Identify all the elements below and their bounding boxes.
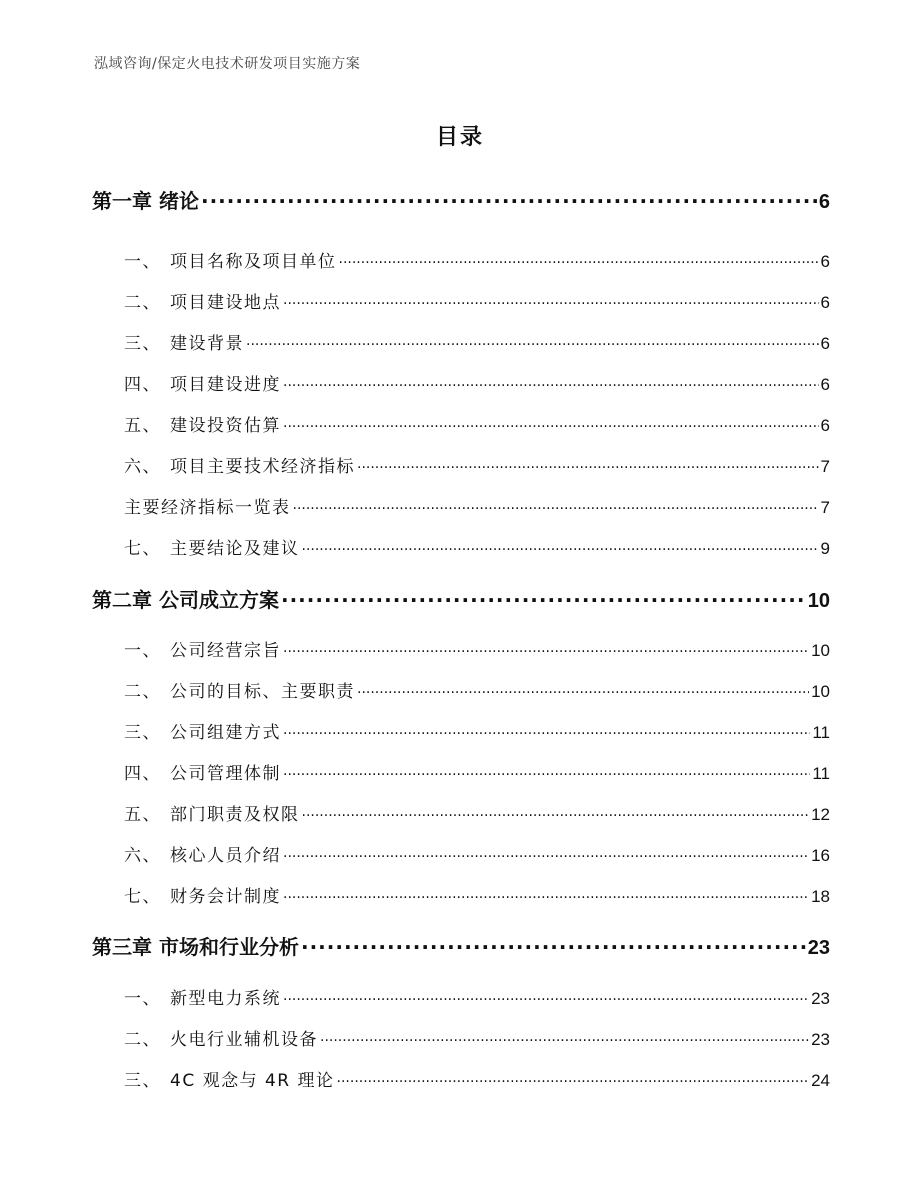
toc-page-number: 11 — [812, 764, 830, 784]
toc-entry-label: 核心人员介绍 — [170, 846, 281, 867]
toc-leader-dots — [320, 1025, 809, 1045]
toc-entry-label: 项目主要技术经济指标 — [170, 457, 355, 478]
toc-chapter-3[interactable] — [92, 930, 830, 960]
toc-entry[interactable] — [124, 882, 830, 907]
toc-page-number: 6 — [820, 252, 830, 272]
toc-entry-label: 建设投资估算 — [170, 416, 281, 437]
toc-entry[interactable] — [124, 636, 830, 661]
toc-leader-dots — [283, 759, 810, 779]
toc-leader-dots — [201, 184, 817, 208]
toc-chapter-label: 第三章 市场和行业分析 — [92, 935, 299, 959]
toc-page-number: 6 — [820, 416, 830, 436]
toc-entry-label: 公司的目标、主要职责 — [170, 682, 355, 703]
toc-entry-number: 四、 — [124, 375, 161, 396]
toc-leader-dots — [283, 370, 819, 390]
toc-entry-number: 一、 — [124, 252, 161, 273]
toc-entry-number: 六、 — [124, 846, 161, 867]
toc-chapter-label: 第一章 绪论 — [92, 189, 199, 213]
toc-page-number: 24 — [811, 1071, 830, 1091]
toc-leader-dots — [302, 800, 810, 820]
toc-entry-label: 项目建设进度 — [170, 375, 281, 396]
toc-leader-dots — [283, 882, 809, 902]
toc-entry-label: 公司管理体制 — [170, 764, 281, 785]
toc-leader-dots — [283, 288, 819, 308]
toc-entry[interactable] — [124, 1025, 830, 1050]
toc-page-number: 7 — [820, 457, 830, 477]
toc-entry-number: 三、 — [124, 723, 161, 744]
toc-entry[interactable] — [124, 288, 830, 313]
toc-entry[interactable] — [124, 1066, 830, 1091]
toc-entry-label: 项目名称及项目单位 — [170, 252, 337, 273]
toc-page-number: 18 — [811, 887, 830, 907]
toc-entry-label: 财务会计制度 — [170, 887, 281, 908]
toc-leader-dots — [357, 677, 809, 697]
toc-leader-dots — [301, 930, 806, 954]
toc-leader-dots — [246, 329, 819, 349]
toc-entry[interactable] — [124, 452, 830, 477]
toc-entry-number: 三、 — [124, 1071, 161, 1092]
toc-entry-label: 主要结论及建议 — [170, 539, 300, 560]
toc-page-number: 10 — [811, 641, 830, 661]
toc-page-number: 6 — [820, 375, 830, 395]
toc-entry-label: 4C 观念与 4R 理论 — [170, 1071, 335, 1092]
toc-entry-number: 二、 — [124, 682, 161, 703]
toc-entry-number: 一、 — [124, 989, 161, 1010]
toc-leader-dots — [283, 411, 819, 431]
toc-entry-number: 五、 — [124, 805, 161, 826]
toc-leader-dots — [293, 493, 819, 513]
toc-entry-label: 公司组建方式 — [170, 723, 281, 744]
toc-leader-dots — [339, 247, 819, 267]
toc-page-number: 23 — [811, 1030, 830, 1050]
toc-page-number: 10 — [811, 682, 830, 702]
toc-entry[interactable] — [124, 329, 830, 354]
toc-page-number: 23 — [807, 937, 830, 959]
toc-title: 目录 — [435, 125, 484, 150]
toc-leader-dots — [302, 534, 819, 554]
toc-entry-number: 二、 — [124, 1030, 161, 1051]
document-header: 泓域咨询/保定火电技术研发项目实施方案 — [94, 56, 361, 72]
toc-entry[interactable] — [124, 984, 830, 1009]
toc-page-number: 6 — [820, 293, 830, 313]
toc-entry-number: 七、 — [124, 539, 161, 560]
toc-entry-label: 新型电力系统 — [170, 989, 281, 1010]
toc-leader-dots — [357, 452, 819, 472]
toc-page-number: 12 — [811, 805, 830, 825]
toc-chapter-1[interactable] — [92, 184, 830, 214]
toc-entry-label: 火电行业辅机设备 — [170, 1030, 318, 1051]
toc-page-number: 6 — [820, 334, 830, 354]
toc-page-number: 23 — [811, 989, 830, 1009]
toc-entry-number: 五、 — [124, 416, 161, 437]
toc-entry-number: 六、 — [124, 457, 161, 478]
toc-leader-dots — [283, 636, 809, 656]
toc-entry[interactable] — [124, 534, 830, 559]
toc-page-number: 6 — [818, 191, 830, 213]
toc-entry-number: 三、 — [124, 334, 161, 355]
toc-entry-label: 项目建设地点 — [170, 293, 281, 314]
toc-leader-dots — [283, 841, 809, 861]
toc-entry[interactable] — [124, 411, 830, 436]
toc-entry[interactable] — [124, 677, 830, 702]
toc-entry-label: 部门职责及权限 — [170, 805, 300, 826]
toc-entry-number: 七、 — [124, 887, 161, 908]
toc-entry-label: 建设背景 — [170, 334, 244, 355]
toc-entry-number: 四、 — [124, 764, 161, 785]
toc-entry[interactable] — [124, 841, 830, 866]
toc-page-number: 11 — [812, 723, 830, 743]
toc-page-number: 16 — [811, 846, 830, 866]
toc-leader-dots — [283, 984, 809, 1004]
toc-page-number: 7 — [820, 498, 830, 518]
toc-page-number: 10 — [807, 590, 830, 612]
toc-page-number: 9 — [820, 539, 830, 559]
toc-leader-dots — [337, 1066, 810, 1086]
toc-leader-dots — [283, 718, 810, 738]
toc-entry-number: 二、 — [124, 293, 161, 314]
toc-entry[interactable] — [124, 759, 830, 784]
toc-entry[interactable] — [124, 370, 830, 395]
toc-chapter-2[interactable] — [92, 583, 830, 613]
toc-entry-label: 主要经济指标一览表 — [124, 498, 291, 519]
toc-entry[interactable] — [124, 247, 830, 272]
toc-entry-number: 一、 — [124, 641, 161, 662]
toc-entry-label: 公司经营宗旨 — [170, 641, 281, 662]
toc-entry-table[interactable] — [124, 493, 830, 518]
toc-entry[interactable] — [124, 718, 830, 743]
toc-entry[interactable] — [124, 800, 830, 825]
toc-leader-dots — [281, 583, 806, 607]
toc-chapter-label: 第二章 公司成立方案 — [92, 588, 279, 612]
